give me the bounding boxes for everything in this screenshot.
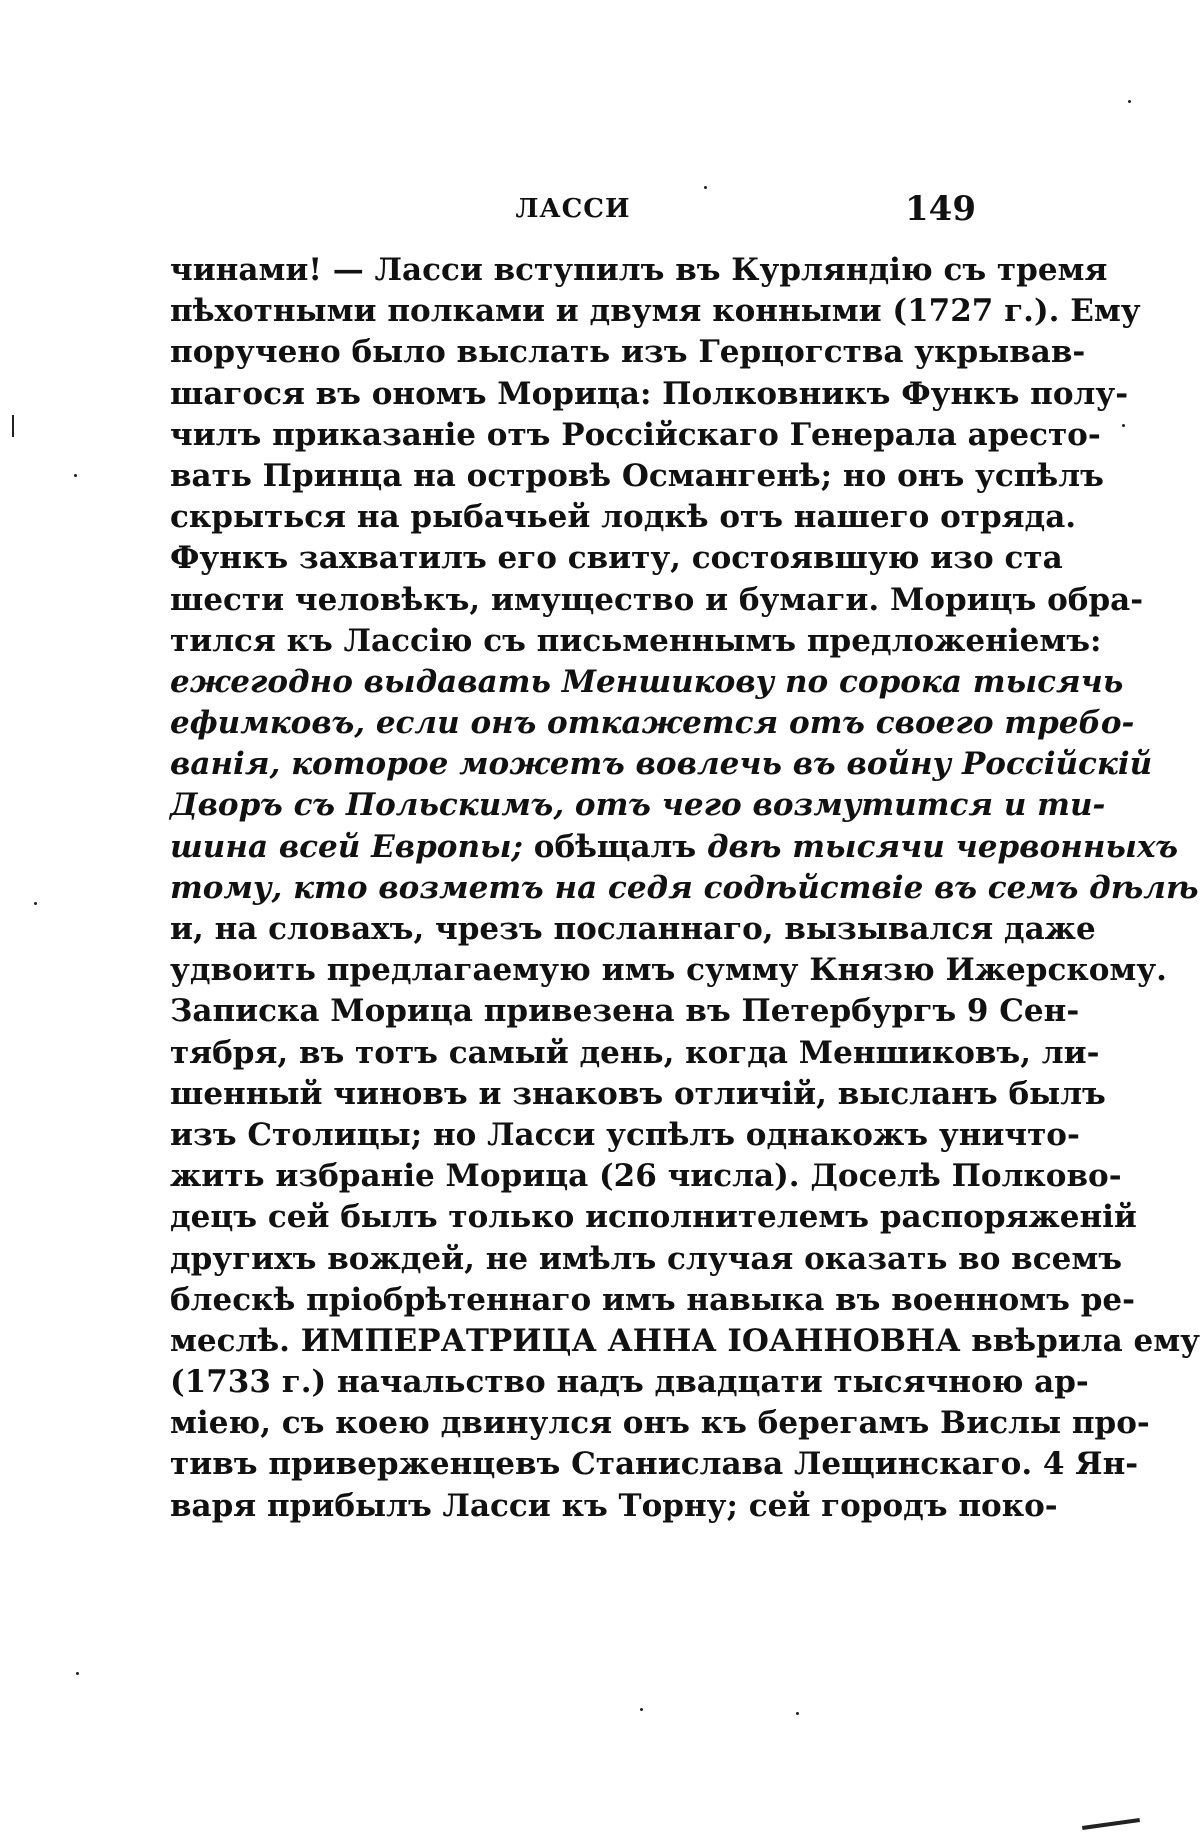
scan-speck — [34, 902, 37, 905]
text-line — [170, 1033, 1100, 1074]
italic-run: ефимковъ, если онъ откажется отъ своего требо- — [170, 705, 1135, 742]
text-line — [170, 580, 1144, 621]
text-run: блескѣ пріобрѣтеннаго имъ навыка въ военномъ ре- — [170, 1281, 1135, 1318]
text-run: чинами! — Ласси вступилъ въ Курляндію съ тремя — [170, 252, 1108, 288]
text-run: изъ Столицы; но Ласси успѣлъ однакожъ уничто- — [170, 1116, 1080, 1153]
text-run: варя прибылъ Ласси къ Торну; сей городъ поко- — [170, 1487, 1058, 1524]
text-line — [170, 703, 1135, 744]
scan-speck — [1128, 100, 1131, 103]
scan-speck — [1122, 424, 1125, 427]
running-head — [170, 186, 976, 232]
text-run: децъ сей былъ только исполнителемъ распоряженій — [170, 1199, 1137, 1236]
text-run: шенный чиновъ и знаковъ отличій, высланъ былъ — [170, 1075, 1106, 1112]
text-run: міею, съ коею двинулся онъ къ берегамъ Вислы про- — [170, 1405, 1150, 1442]
body-text — [170, 250, 1200, 1527]
text-run: тября, въ тотъ самый день, когда Меншиковъ, ли- — [170, 1034, 1100, 1071]
scan-speck — [796, 1712, 799, 1715]
text-line — [170, 1156, 1122, 1197]
text-line — [170, 662, 1124, 703]
text-run: удвоить предлагаемую имъ сумму Князю Ижерскому. — [170, 952, 1167, 989]
text-line — [170, 374, 1129, 415]
text-line — [170, 1239, 1123, 1280]
text-line — [170, 1362, 1089, 1403]
scan-speck — [640, 1708, 643, 1711]
text-run: шести человѣкъ, имущество и бумаги. Морицъ обра- — [170, 581, 1144, 618]
italic-run: ванія, которое можетъ вовлечь въ войну Россійскій — [170, 746, 1153, 783]
text-line — [170, 538, 1063, 579]
italic-run: ежегодно выдавать Меншикову по сорока тысячь — [170, 663, 1124, 700]
text-line — [170, 950, 1167, 991]
text-run: шагося въ ономъ Морица: Полковникъ Функъ полу- — [170, 375, 1129, 412]
text-line — [170, 1403, 1150, 1444]
text-line — [170, 1115, 1080, 1156]
text-line — [170, 250, 1108, 291]
margin-mark — [1082, 1818, 1140, 1830]
text-line — [170, 456, 1104, 497]
text-line — [170, 1074, 1106, 1115]
text-line — [170, 1486, 1058, 1527]
text-line — [170, 909, 1096, 950]
text-line — [170, 1444, 1139, 1485]
text-run: вать Принца на островѣ Османгенѣ; но онъ успѣлъ — [170, 457, 1104, 494]
text-line — [170, 1197, 1137, 1238]
scan-speck — [74, 474, 77, 477]
text-line — [170, 621, 1102, 662]
italic-run: тому, кто возметъ на седя содѣйствіе въ семъ дѣлѣ — [170, 869, 1199, 906]
text-run: скрыться на рыбачьей лодкѣ отъ нашего отряда. — [170, 499, 1077, 536]
text-run: жить избраніе Морица (26 числа). Доселѣ Полково- — [170, 1158, 1122, 1195]
text-line — [170, 785, 1106, 826]
text-run: тился къ Лассію съ письменнымъ предложеніемъ: — [170, 622, 1102, 659]
text-line — [170, 827, 1178, 868]
text-run: Функъ захватилъ его свиту, состоявшую изо ста — [170, 540, 1063, 577]
margin-mark — [12, 415, 14, 437]
text-run: (1733 г.) начальство надъ двадцати тысячною ар- — [170, 1364, 1089, 1401]
text-line — [170, 497, 1077, 538]
text-run: меслѣ. ИМПЕРАТРИЦА АННА ІОАННОВНА ввѣрила ему — [170, 1322, 1200, 1359]
italic-run: двѣ тысячи червонныхъ — [707, 828, 1178, 865]
text-line — [170, 868, 1199, 909]
text-line — [170, 415, 1101, 456]
italic-run: шина всей Европы; — [170, 828, 523, 865]
text-line — [170, 332, 1086, 373]
text-run: тивъ приверженцевъ Станислава Лещинскаго. 4 Ян- — [170, 1446, 1139, 1483]
text-run: другихъ вождей, не имѣлъ случая оказать во всемъ — [170, 1240, 1123, 1277]
text-line — [170, 744, 1153, 785]
text-line — [170, 1321, 1200, 1362]
running-title: ЛАССИ — [515, 194, 631, 224]
text-run: и, на словахъ, чрезъ посланнаго, вызывался даже — [170, 911, 1096, 947]
italic-run: Дворъ съ Польскимъ, отъ чего возмутится и ти- — [170, 787, 1106, 824]
text-run: чилъ приказаніе отъ Россійскаго Генерала аресто- — [170, 416, 1101, 453]
text-run: обѣщалъ — [522, 828, 707, 865]
text-run: поручено было выслать изъ Герцогства укрывав- — [170, 334, 1086, 371]
text-run: пѣхотными полками и двумя конными (1727 г.). Ему — [170, 293, 1141, 330]
scan-speck — [704, 186, 707, 189]
page-number: 149 — [905, 189, 976, 229]
text-line — [170, 991, 1080, 1032]
text-run: Записка Морица привезена въ Петербургъ 9 Сен- — [170, 993, 1080, 1030]
scan-speck — [76, 1672, 79, 1675]
text-line — [170, 1280, 1135, 1321]
text-line — [170, 291, 1141, 332]
